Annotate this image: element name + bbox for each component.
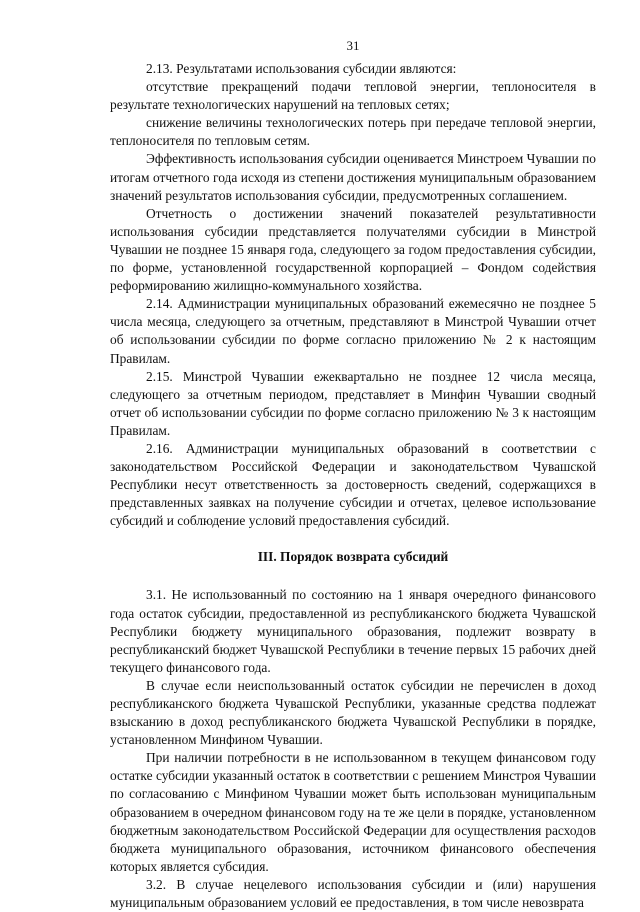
paragraph-result-1: отсутствие прекращений подачи тепловой энергии, теплоносителя в результате технологических нарушений на тепловых сетях; [110, 79, 596, 113]
section-heading: III. Порядок возврата субсидий [257, 549, 449, 565]
page-number: 31 [346, 38, 360, 53]
paragraph-need-balance: При наличии потребности в не использованном в текущем финансовом году остатке субсидии указанный остаток в соответствии с решением Минстроя Чувашии по согласованию с Минфином Чувашии может быть использован муниципальным образованием в очередном финансовом году на те же цели в порядке, установленном бюджетным законодательством Российской Федерации для осуществления расходов бюджета муниципального образования, источником финансового обеспечения которых является субсидия. [110, 750, 596, 874]
paragraph-3-1: 3.1. Не использованный по состоянию на 1 января очередного финансового года остаток субсидии, предоставленной из республиканского бюджета Чувашской Республики бюджету муниципального образования, подлежит возврату в республиканский бюджет Чувашской Республики в течение первых 15 рабочих дней текущего финансового года. [110, 587, 596, 675]
paragraph-2-13: 2.13. Результатами использования субсидии являются: [146, 61, 457, 76]
paragraph-3-2: 3.2. В случае нецелевого использования субсидии и (или) нарушения муниципальным образованием условий ее предоставления, в том числе невозврата [110, 876, 596, 911]
paragraph-reporting: Отчетность о достижении значений показателей результативности использования субсидии представляется получателями субсидии в Минстрой Чувашии не позднее 15 января года, следующего за годом предоставления субсидии, по форме, установленной государственной корпорацией – Фондом содействия реформированию жилищно-коммунального хозяйства. [110, 205, 596, 294]
paragraph-result-2: снижение величины технологических потерь при передаче тепловой энергии, теплоносителя по тепловым сетям. [110, 115, 596, 149]
document-page [110, 38, 596, 912]
paragraph-efficiency: Эффективность использования субсидии оценивается Минстроем Чувашии по итогам отчетного года исходя из степени достижения муниципальным образованием значений результатов использования субсидии, предусмотренных соглашением. [110, 151, 596, 203]
paragraph-2-15: 2.15. Минстрой Чувашии ежеквартально не позднее 12 числа месяца, следующего за отчетным периодом, представляет в Минфин Чувашии сводный отчет об использовании субсидии по форме согласно приложению № 3 к настоящим Правилам. [110, 368, 596, 438]
paragraph-2-16: 2.16. Администрации муниципальных образований в соответствии с законодательством Российской Федерации и законодательством Чувашской Республики несут ответственность за достоверность сведений, содержащихся в представленных заявках на получение субсидии и отчетах, целевое использование субсидий и соблюдение условий предоставления субсидий. [110, 440, 596, 529]
paragraph-unreturned-balance: В случае если неиспользованный остаток субсидии не перечислен в доход республиканского бюджета Чувашской Республики, указанные средства подлежат взысканию в доход республиканского бюджета Чувашской Республики в порядке, установленном Минфином Чувашии. [110, 677, 596, 748]
paragraph-2-14: 2.14. Администрации муниципальных образований ежемесячно не позднее 5 числа месяца, следующего за отчетным, представляют в Минстрой Чувашии отчет об использовании субсидии по форме согласно приложению № 2 к настоящим Правилам. [110, 296, 596, 366]
